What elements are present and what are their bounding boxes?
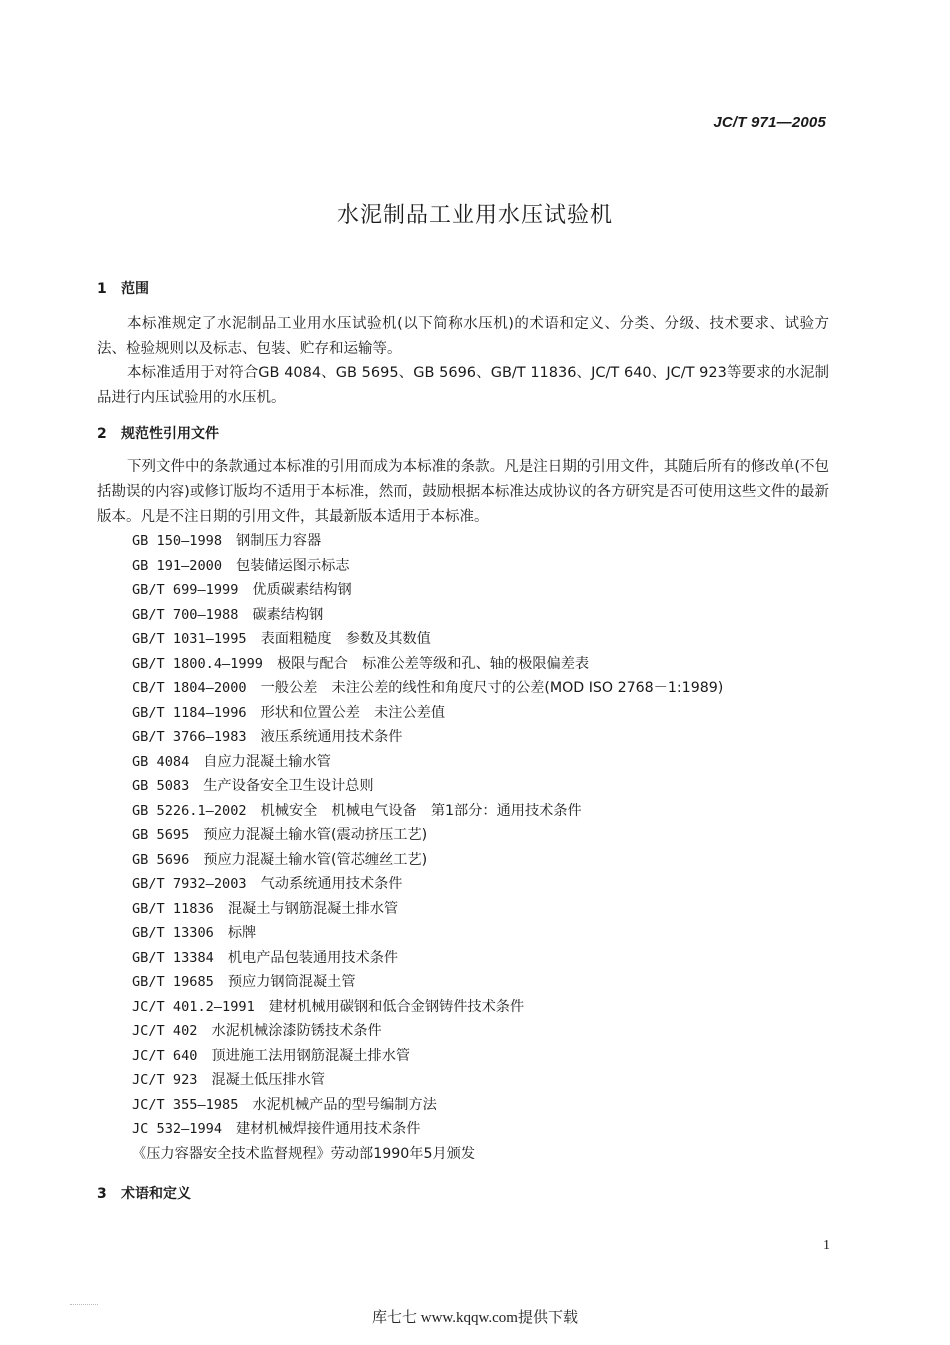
section-1-paragraph-1: 本标准规定了水泥制品工业用水压试验机(以下简称水压机)的术语和定义、分类、分级、技术要求、试验方法、检验规则以及标志、包装、贮存和运输等。 <box>97 316 829 357</box>
reference-code: GB/T 700—1988 <box>132 606 239 623</box>
reference-item <box>132 946 723 971</box>
reference-title: 机电产品包装通用技术条件 <box>227 949 399 966</box>
reference-item <box>132 1117 723 1142</box>
reference-title: 混凝土低压排水管 <box>211 1072 325 1088</box>
reference-code: GB 150—1998 <box>132 533 223 549</box>
reference-item <box>132 995 723 1020</box>
reference-item <box>132 897 723 922</box>
reference-code: GB/T 7932—2003 <box>132 876 247 892</box>
reference-code: GB/T 1184—1996 <box>132 704 247 721</box>
reference-item <box>132 676 723 701</box>
section-title: 规范性引用文件 <box>121 426 219 442</box>
reference-item <box>132 1044 723 1069</box>
reference-item <box>132 725 723 750</box>
reference-code: GB/T 19685 <box>132 974 214 990</box>
reference-title: 建材机械用碳钢和低合金钢铸件技术条件 <box>268 998 525 1015</box>
reference-item <box>132 652 723 677</box>
reference-title: 包装储运图示标志 <box>236 557 350 574</box>
reference-item <box>132 554 723 579</box>
standard-number: JC/T 971—2005 <box>713 114 826 131</box>
section-2-paragraph-1: 下列文件中的条款通过本标准的引用而成为本标准的条款。凡是注日期的引用文件，其随后所有的修改单(不包括勘误的内容)或修订版均不适用于本标准，然而，鼓励根据本标准达成协议的各方研究是否可使用这些文件的最新版本。凡是不注日期的引用文件，其最新版本适用于本标准。 <box>97 459 829 525</box>
reference-code: GB/T 13384 <box>132 949 214 966</box>
reference-code: GB 5226.1—2002 <box>132 802 247 819</box>
reference-title: 一般公差 未注公差的线性和角度尺寸的公差(MOD ISO 2768－1:1989) <box>260 680 724 696</box>
reference-code: GB/T 13306 <box>132 925 214 941</box>
reference-item <box>132 872 723 897</box>
reference-title: 顶进施工法用钢筋混凝土排水管 <box>211 1047 411 1064</box>
reference-code: GB/T 3766—1983 <box>132 729 247 745</box>
reference-item <box>132 774 723 799</box>
section-2-heading <box>97 423 219 443</box>
reference-item <box>132 627 723 652</box>
reference-title: 表面粗糙度 参数及其数值 <box>260 631 431 647</box>
reference-title: 机械安全 机械电气设备 第1部分：通用技术条件 <box>260 802 582 819</box>
section-number: 2 <box>97 426 107 442</box>
reference-title: 预应力钢筒混凝土管 <box>227 974 356 990</box>
reference-code: GB/T 11836 <box>132 900 214 917</box>
reference-title: 《压力容器安全技术监督规程》劳动部1990年5月颁发 <box>132 1145 476 1162</box>
reference-item <box>132 750 723 775</box>
reference-title: 混凝土与钢筋混凝土排水管 <box>227 900 399 917</box>
section-1-paragraph-2: 本标准适用于对符合GB 4084、GB 5695、GB 5696、GB/T 11836、JC/T 640、JC/T 923等要求的水泥制品进行内压试验用的水压机。 <box>97 365 829 406</box>
reference-code: CB/T 1804—2000 <box>132 680 247 696</box>
reference-code: JC/T 923 <box>132 1072 198 1088</box>
section-title: 范围 <box>121 281 149 297</box>
section-title: 术语和定义 <box>121 1186 191 1202</box>
normative-references-list <box>132 529 723 1166</box>
reference-title: 预应力混凝土输水管(管芯缠丝工艺) <box>203 851 428 868</box>
download-footer: 库七七 www.kqqw.com提供下载 <box>372 1310 578 1326</box>
reference-item <box>132 1142 723 1167</box>
reference-title: 预应力混凝土输水管(震动挤压工艺) <box>203 827 428 843</box>
reference-title: 标牌 <box>227 925 257 941</box>
reference-code: JC 532—1994 <box>132 1121 223 1137</box>
reference-title: 建材机械焊接件通用技术条件 <box>236 1121 421 1137</box>
document-title: 水泥制品工业用水压试验机 <box>336 203 613 228</box>
reference-code: GB/T 1800.4—1999 <box>132 655 263 672</box>
reference-title: 碳素结构钢 <box>252 606 324 623</box>
page-number: 1 <box>823 1238 830 1253</box>
reference-item <box>132 970 723 995</box>
reference-item <box>132 921 723 946</box>
reference-code: GB 5696 <box>132 851 190 868</box>
reference-code: GB 5083 <box>132 778 190 794</box>
reference-title: 水泥机械涂漆防锈技术条件 <box>211 1023 382 1039</box>
reference-code: JC/T 402 <box>132 1023 198 1039</box>
reference-title: 钢制压力容器 <box>236 533 322 549</box>
reference-code: GB 4084 <box>132 753 190 770</box>
reference-title: 极限与配合 标准公差等级和孔、轴的极限偏差表 <box>276 655 590 672</box>
reference-item <box>132 1093 723 1118</box>
reference-title: 液压系统通用技术条件 <box>260 729 403 745</box>
reference-item <box>132 578 723 603</box>
reference-item <box>132 823 723 848</box>
reference-code: GB 191—2000 <box>132 557 223 574</box>
reference-code: GB 5695 <box>132 827 190 843</box>
reference-item <box>132 1019 723 1044</box>
reference-title: 生产设备安全卫生设计总则 <box>203 778 374 794</box>
reference-code: JC/T 640 <box>132 1047 198 1064</box>
reference-title: 形状和位置公差 未注公差值 <box>260 704 446 721</box>
reference-item <box>132 848 723 873</box>
reference-code: GB/T 699—1999 <box>132 582 239 598</box>
reference-code: GB/T 1031—1995 <box>132 631 247 647</box>
section-number: 3 <box>97 1186 107 1202</box>
section-1-heading <box>97 278 149 298</box>
reference-item <box>132 1068 723 1093</box>
reference-item <box>132 799 723 824</box>
reference-title: 自应力混凝土输水管 <box>203 753 331 770</box>
section-number: 1 <box>97 281 107 297</box>
section-3-heading <box>97 1183 191 1203</box>
reference-title: 优质碳素结构钢 <box>252 582 352 598</box>
reference-code: JC/T 401.2—1991 <box>132 998 255 1015</box>
reference-item <box>132 603 723 628</box>
reference-item <box>132 701 723 726</box>
reference-title: 水泥机械产品的型号编制方法 <box>252 1096 437 1113</box>
reference-title: 气动系统通用技术条件 <box>260 876 403 892</box>
reference-item <box>132 529 723 554</box>
reference-code: JC/T 355—1985 <box>132 1096 239 1113</box>
